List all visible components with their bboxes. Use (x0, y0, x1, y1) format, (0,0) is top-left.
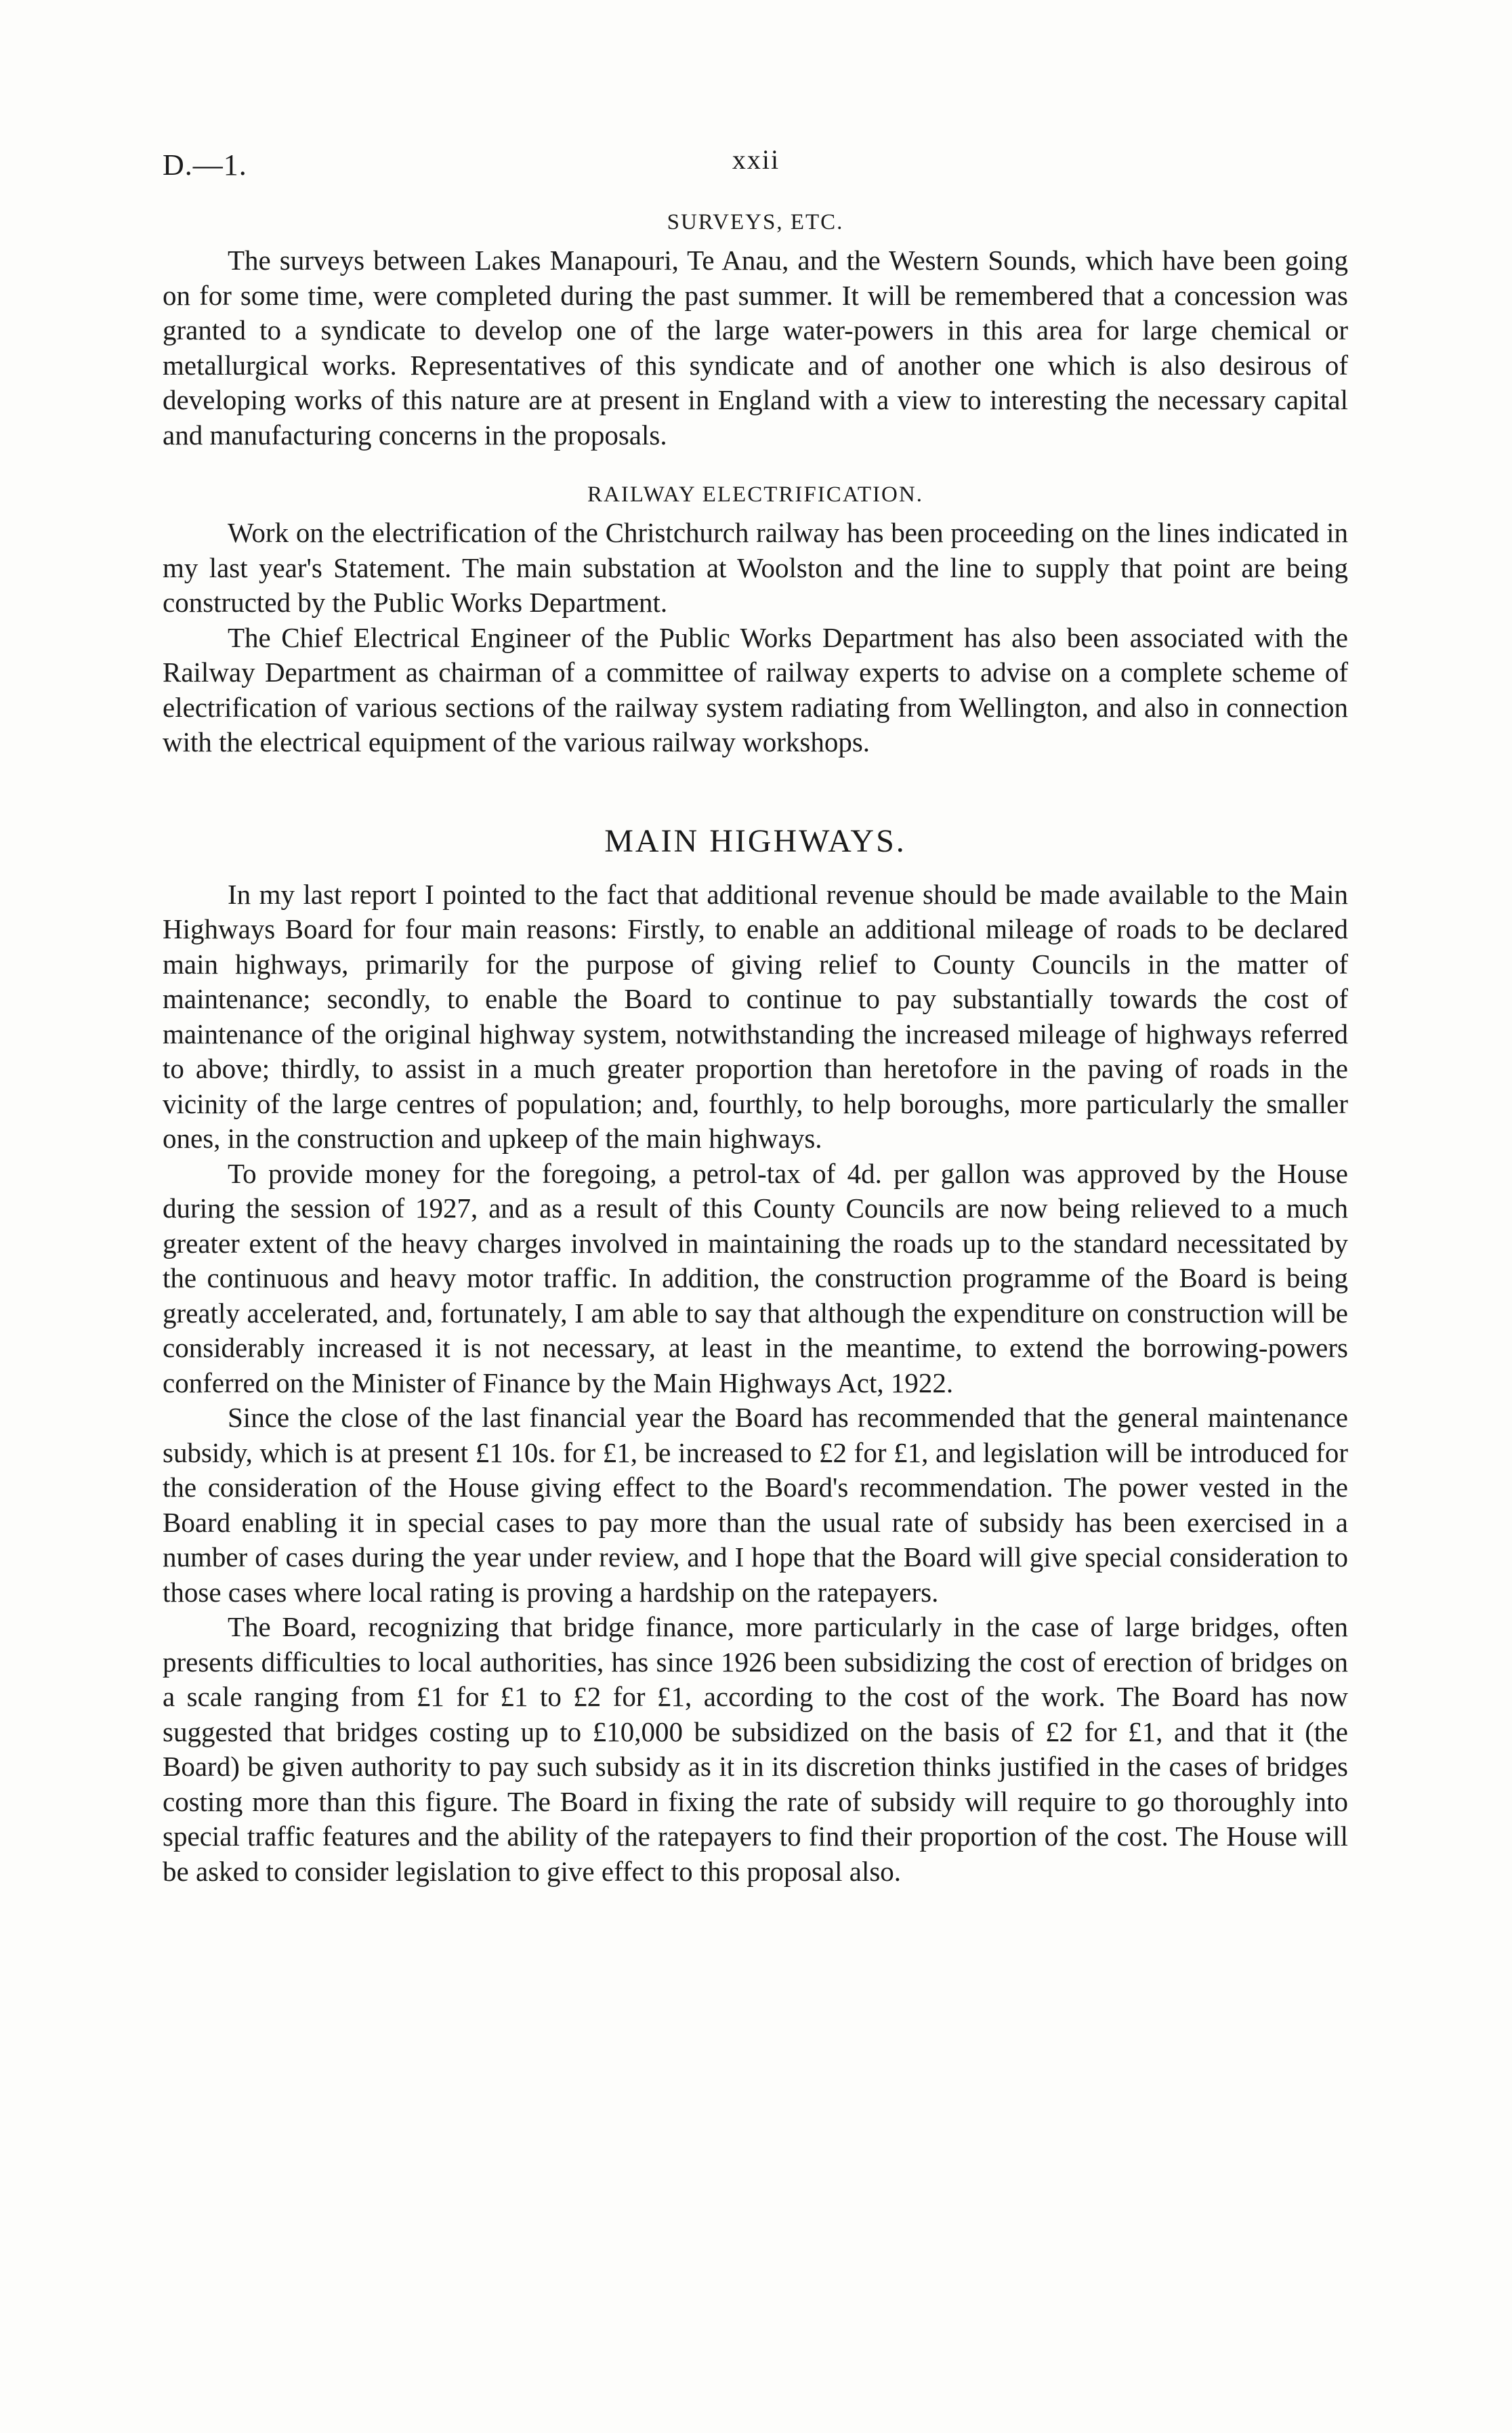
paragraph: Since the close of the last financial year the Board has recommended that the general maintenance subsidy, which is at present £1 10s. for £1, be increased to £2 for £1, and legislation will be introduced for the consideration of the House giving effect to the Board's recommendation. The power vested in the Board enabling it in special cases to pay more than the usual rate of subsidy has been exercised in a number of cases during the year under review, and I hope that the Board will give special consideration to those cases where local rating is proving a hardship on the ratepayers. (163, 1402, 1348, 1608)
paragraph: The Board, recognizing that bridge finance, more particularly in the case of large bridges, often presents difficulties to local authorities, has since 1926 been subsidizing the cost of erection of bridges on a scale ranging from £1 for £1 to £2 for £1, according to the cost of the work. The Board has now suggested that bridges costing up to £10,000 be subsidized on the basis of £2 for £1, and that it (the Board) be given authority to pay such subsidy as it in its discretion thinks justified in the cases of bridges costing more than this figure. The Board in fixing the rate of subsidy will require to go thoroughly into special traffic features and the ability of the ratepayers to find their proportion of the cost. The House will be asked to consider legislation to give effect to this proposal also. (163, 1611, 1348, 1887)
section-main-highways (163, 823, 1348, 1890)
section-heading-highways: MAIN HIGHWAYS. (604, 823, 906, 859)
section-railway-electrification (163, 482, 1348, 760)
paragraph: In my last report I pointed to the fact that additional revenue should be made available to the Main Highways Board for four main reasons: Firstly, to enable an additional mileage of roads to be declared main highways, primarily for the purpose of giving relief to County Councils in the matter of maintenance; secondly, to enable the Board to continue to pay substantially towards the cost of maintenance of the original highway system, notwithstanding the increased mileage of highways referred to above; thirdly, to assist in a much greater proportion than heretofore in the paving of roads in the vicinity of the large centres of population; and, fourthly, to help boroughs, more particularly the smaller ones, in the construction and upkeep of the main highways. (163, 878, 1348, 1154)
section-spacer (163, 453, 1348, 482)
page-number: xxii (732, 144, 780, 175)
paragraph: The Chief Electrical Engineer of the Public Works Department has also been associated with the Railway Department as chairman of a committee of railway experts to advise on a complete scheme of electrification of various sections of the railway system radiating from Wellington, and also in connection with the electrical equipment of the various railway workshops. (163, 621, 1348, 757)
paragraph: Work on the electrification of the Christchurch railway has been proceeding on the lines indicated in my last year's Statement. The main substation at Woolston and the line to supply that point are being constructed by the Public Works Department. (163, 517, 1348, 618)
section-heading-railway: RAILWAY ELECTRIFICATION. (587, 482, 923, 507)
paragraph: The surveys between Lakes Manapouri, Te Anau, and the Western Sounds, which have been going on for some time, were completed during the past summer. It will be remembered that a concession was granted to a syndicate to develop one of the large water-powers in this area for large chemical or metallurgical works. Representatives of this syndicate and of another one which is also desirous of developing works of this nature are at present in England with a view to interesting the necessary capital and manufacturing concerns in the proposals. (163, 245, 1348, 451)
paragraph: To provide money for the foregoing, a petrol-tax of 4d. per gallon was approved by the House during the session of 1927, and as a result of this County Councils are now being relieved to a much greater extent of the heavy charges involved in maintaining the roads up to the standard necessitated by the continuous and heavy motor traffic. In addition, the construction programme of the Board is being greatly accelerated, and, fortunately, I am able to say that although the expenditure on construction will be considerably increased it is not necessary, at least in the meantime, to extend the borrowing-powers conferred on the Minister of Finance by the Main Highways Act, 1922. (163, 1157, 1348, 1398)
section-surveys (163, 210, 1348, 453)
section-heading-surveys: SURVEYS, ETC. (667, 210, 844, 234)
section-spacer (163, 760, 1348, 823)
document-reference: D.—1. (163, 148, 247, 182)
page-body (163, 210, 1348, 1889)
